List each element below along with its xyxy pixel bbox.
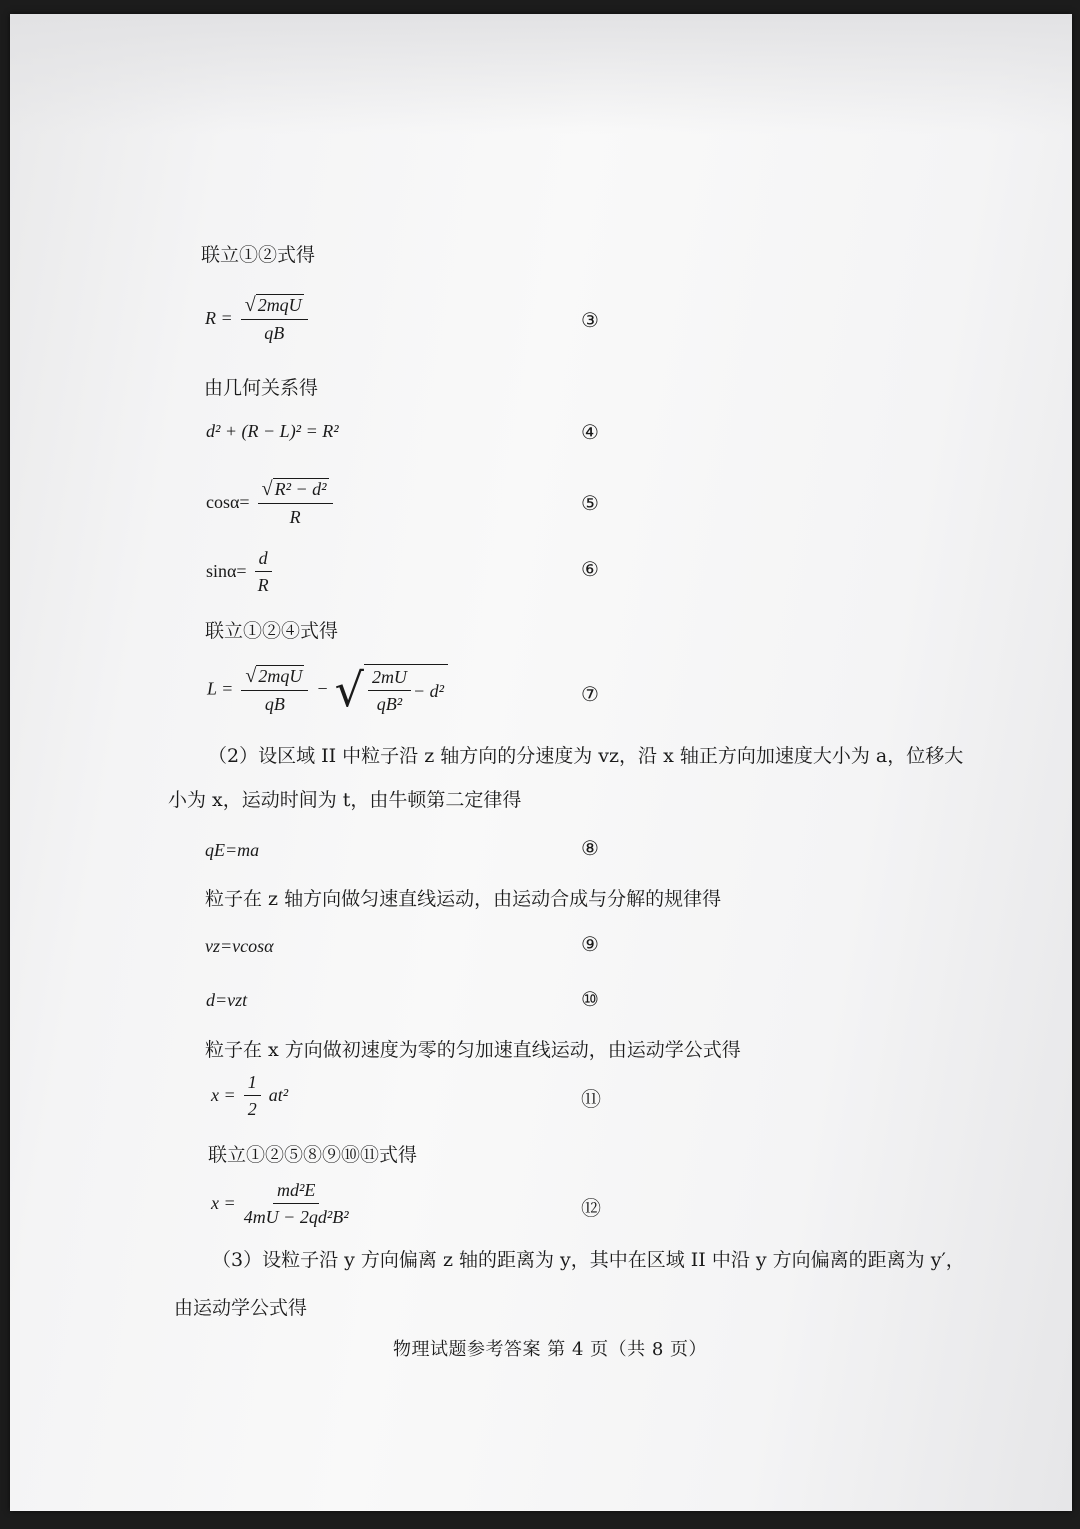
eq7-lhs: L = [207,678,234,699]
text-line-3: 联立①②④式得 [205,620,339,642]
equation-marker-10: ⑩ [581,987,599,1011]
eq7-fraction-1: $\frac{\text{√ 2mqU}}{qB}$ [241,665,308,715]
equation-5 [206,478,335,528]
equation-marker-6: ⑥ [581,557,599,581]
paragraph-2-line-1: （2）设区域 II 中粒子沿 z 轴方向的分速度为 vz，沿 x 轴正方向加速度大小为 a，位移大 [208,745,964,767]
eq12-denominator: 4mU − 2qd²B² [243,1207,349,1227]
equation-11 [211,1072,288,1120]
equation-7 [207,664,448,715]
eq3-lhs: R = [205,308,233,328]
paragraph-3-line-1: （3）设粒子沿 y 方向偏离 z 轴的距离为 y，其中在区域 II 中沿 y 方向偏离的距离为 y′， [212,1249,965,1271]
equation-marker-5: ⑤ [581,491,599,515]
text-line-1: 联立①②式得 [201,244,316,266]
eq7-fraction-2 [368,667,411,715]
eq6-denominator: R [257,575,269,595]
eq7-denominator-2: qB² [376,694,403,714]
equation-4: d² + (R − L)² = R² [206,421,339,441]
eq3-fraction: $\frac{\text{√ 2mqU}}{qB}$ [241,294,308,344]
text-line-5: 粒子在 x 方向做初速度为零的匀加速直线运动，由运动学公式得 [205,1039,741,1061]
eq12-fraction [244,1180,349,1228]
equation-6 [206,548,274,596]
equation-marker-4: ④ [581,420,599,444]
equation-10: d=vzt [206,990,248,1010]
equation-9: vz=vcosα [205,936,274,956]
eq6-numerator: d [255,548,272,572]
text-line-2: 由几何关系得 [204,377,319,399]
eq12-lhs: x = [211,1193,236,1213]
equation-marker-9: ⑨ [581,932,599,956]
equation-marker-11: ⑪ [581,1087,601,1111]
eq7-minus: − [316,678,329,699]
eq7-denominator-1: qB [264,693,285,714]
eq12-numerator: md²E [273,1180,319,1204]
eq11-numerator: 1 [244,1072,261,1096]
text-line-4: 粒子在 z 轴方向做匀速直线运动，由运动合成与分解的规律得 [205,888,722,910]
text-line-6: 联立①②⑤⑧⑨⑩⑪式得 [208,1144,418,1166]
eq11-lhs: x = [211,1085,236,1105]
eq3-numerator: 2mqU [257,295,302,315]
page-footer: 物理试题参考答案 第 4 页（共 8 页） [393,1339,708,1360]
equation-marker-3: ③ [581,308,599,332]
equation-12 [211,1180,351,1228]
equation-marker-12: ⑫ [581,1196,601,1220]
eq11-fraction [244,1072,261,1120]
eq7-tail: − d² [412,680,444,701]
eq11-tail: at² [268,1085,289,1105]
equation-3 [205,294,310,344]
eq5-numerator: R² − d² [274,479,327,499]
eq3-denominator: qB [264,323,285,343]
equation-marker-8: ⑧ [581,836,599,860]
page-shading [10,14,1072,134]
eq11-denominator: 2 [247,1099,257,1119]
equation-marker-7: ⑦ [581,682,599,706]
eq7-numerator-1: 2mqU [258,665,303,686]
eq6-lhs: sinα= [206,561,247,581]
paragraph-2-line-2: 小为 x，运动时间为 t，由牛顿第二定律得 [168,789,522,811]
paragraph-3-line-2: 由运动学公式得 [174,1297,308,1319]
eq5-fraction: $\frac{\text{√ R² − d²}}{R}$ [258,478,333,528]
eq7-numerator-2: 2mU [368,667,411,691]
equation-8: qE=ma [205,840,260,860]
eq6-fraction [255,548,272,596]
eq5-lhs: cosα= [206,492,250,512]
eq5-denominator: R [289,507,301,527]
eq7-root: √ $\frac{2mU}{\text{qB²}}$ − d² [335,664,448,715]
